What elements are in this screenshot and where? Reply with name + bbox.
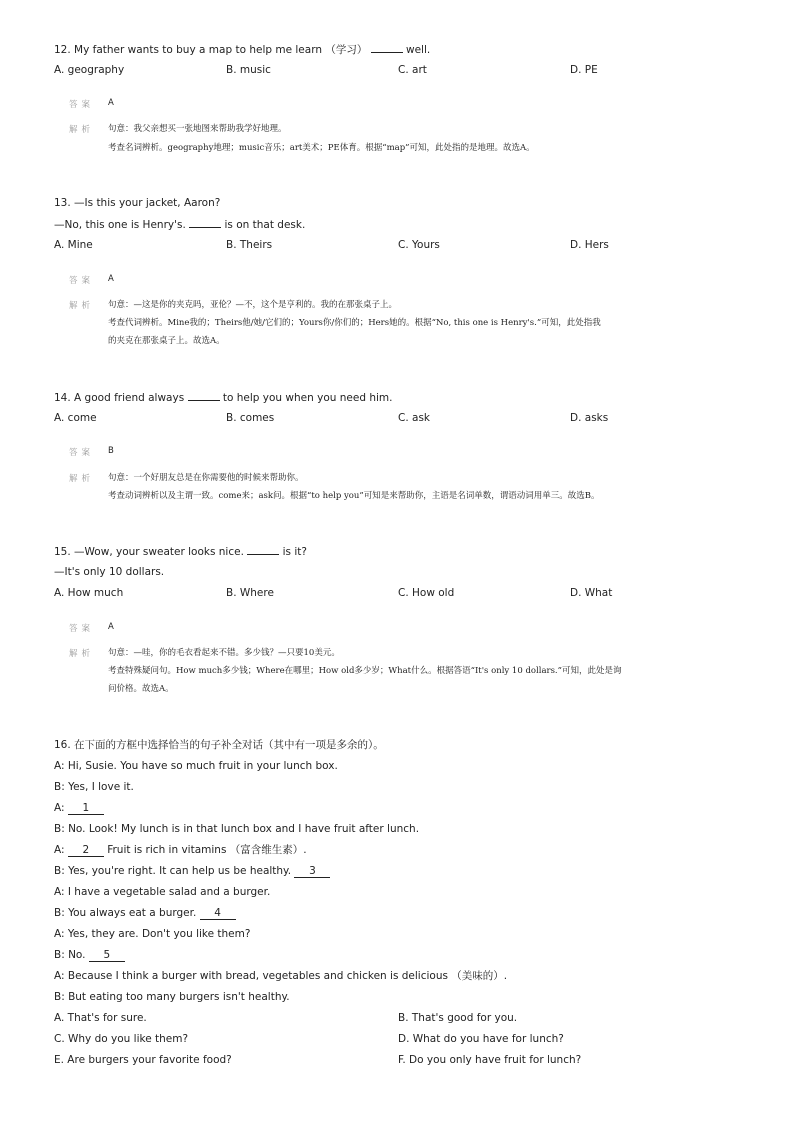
- numbered-blank: 4: [200, 907, 236, 920]
- answer-label: 答案: [69, 624, 95, 634]
- analysis-label: 解析: [69, 649, 95, 659]
- dialogue-line: [54, 801, 104, 815]
- question-12-stem: [54, 42, 430, 57]
- option-d: D. Hers: [570, 239, 609, 251]
- analysis-line: 考查动词辨析以及主谓一致。come来；ask问。根据“to help you”可知是来帮助你，主语是名词单数，谓语动词用单三。故选B。: [108, 491, 600, 501]
- stem-text: is it?: [279, 546, 307, 558]
- option-a: A. come: [54, 412, 97, 424]
- dialogue-line: A: I have a vegetable salad and a burger.: [54, 886, 271, 898]
- dialogue-text: B: No.: [54, 949, 89, 961]
- analysis-label: 解析: [69, 301, 95, 311]
- option-b: B. That's good for you.: [398, 1012, 518, 1024]
- dialogue-text: A:: [54, 802, 68, 814]
- dialogue-line: B: Yes, I love it.: [54, 781, 134, 793]
- analysis-line: 句意：—这是你的夹克吗，亚伦？—不，这个是亨利的。我的在那张桌子上。: [108, 300, 398, 310]
- stem-text: to help you when you need him.: [219, 392, 393, 404]
- option-e: E. Are burgers your favorite food?: [54, 1054, 232, 1066]
- numbered-blank: 3: [294, 865, 330, 878]
- dialogue-line: [54, 906, 236, 920]
- analysis-line: 句意：一个好朋友总是在你需要他的时候来帮助你。: [108, 473, 304, 483]
- answer-value: A: [108, 622, 114, 632]
- answer-value: A: [108, 274, 114, 284]
- answer-blank: [247, 544, 279, 555]
- option-a: A. How much: [54, 587, 124, 599]
- analysis-line: 句意：—哇，你的毛衣看起来不错。多少钱？—只要10美元。: [108, 648, 340, 658]
- dialogue-text: Fruit is rich in vitamins （富含维生素）.: [103, 844, 307, 856]
- dialogue-line: [54, 948, 125, 962]
- numbered-blank: 5: [89, 949, 125, 962]
- option-c: C. art: [398, 64, 427, 76]
- option-b: B. Where: [226, 587, 274, 599]
- stem-text: —No, this one is Henry's.: [54, 219, 190, 231]
- option-f: F. Do you only have fruit for lunch?: [398, 1054, 582, 1066]
- option-a: A. geography: [54, 64, 125, 76]
- answer-label: 答案: [69, 448, 95, 458]
- option-c: C. How old: [398, 587, 455, 599]
- answer-blank: [371, 42, 403, 53]
- stem-text: 15. —Wow, your sweater looks nice.: [54, 546, 248, 558]
- analysis-line: 句意：我父亲想买一张地图来帮助我学好地理。: [108, 124, 287, 134]
- question-15-stem: [54, 544, 307, 559]
- option-b: B. Theirs: [226, 239, 273, 251]
- answer-value: B: [108, 446, 114, 456]
- analysis-line: 问价格。故选A。: [108, 684, 174, 694]
- dialogue-line: B: No. Look! My lunch is in that lunch box and I have fruit after lunch.: [54, 823, 420, 835]
- dialogue-line: [54, 864, 330, 878]
- option-b: B. comes: [226, 412, 275, 424]
- numbered-blank: 1: [68, 802, 104, 815]
- answer-blank: [188, 390, 220, 401]
- analysis-line: 的夹克在那张桌子上。故选A。: [108, 336, 225, 346]
- question-15-line2: —It's only 10 dollars.: [54, 566, 165, 578]
- option-c: C. ask: [398, 412, 430, 424]
- analysis-line: 考查特殊疑问句。How much多少钱；Where在哪里；How old多少岁；What什么。根据答语“It's only 10 dollars.”可知，此处是询: [108, 666, 622, 676]
- option-b: B. music: [226, 64, 271, 76]
- stem-text: 12. My father wants to buy a map to help me learn （学习）: [54, 44, 371, 56]
- answer-label: 答案: [69, 100, 95, 110]
- analysis-line: 考查代词辨析。Mine我的；Theirs他/她/它们的；Yours你/你们的；Hers她的。根据“No, this one is Henry's.”可知，此处指我: [108, 318, 601, 328]
- dialogue-line: A: Hi, Susie. You have so much fruit in your lunch box.: [54, 760, 338, 772]
- option-c: C. Yours: [398, 239, 440, 251]
- dialogue-line: A: Because I think a burger with bread, vegetables and chicken is delicious （美味的）.: [54, 970, 508, 982]
- option-c: C. Why do you like them?: [54, 1033, 189, 1045]
- dialogue-line: [54, 843, 307, 857]
- option-a: A. Mine: [54, 239, 93, 251]
- dialogue-text: B: You always eat a burger.: [54, 907, 200, 919]
- analysis-label: 解析: [69, 125, 95, 135]
- question-14-stem: [54, 390, 392, 405]
- answer-label: 答案: [69, 276, 95, 286]
- option-d: D. PE: [570, 64, 598, 76]
- question-13-line1: 13. —Is this your jacket, Aaron?: [54, 197, 221, 209]
- dialogue-text: A:: [54, 844, 68, 856]
- answer-value: A: [108, 98, 114, 108]
- question-16-title: 16. 在下面的方框中选择恰当的句子补全对话（其中有一项是多余的）。: [54, 739, 384, 751]
- option-a: A. That's for sure.: [54, 1012, 147, 1024]
- analysis-line: 考查名词辨析。geography地理；music音乐；art美术；PE体育。根据“map”可知，此处指的是地理。故选A。: [108, 143, 535, 153]
- stem-text: 14. A good friend always: [54, 392, 188, 404]
- dialogue-line: A: Yes, they are. Don't you like them?: [54, 928, 251, 940]
- option-d: D. asks: [570, 412, 609, 424]
- option-d: D. What do you have for lunch?: [398, 1033, 564, 1045]
- answer-blank: [189, 217, 221, 228]
- question-13-stem: [54, 217, 305, 232]
- analysis-label: 解析: [69, 474, 95, 484]
- numbered-blank: 2: [68, 844, 104, 857]
- stem-text: is on that desk.: [221, 219, 306, 231]
- stem-text: well.: [402, 44, 431, 56]
- dialogue-text: B: Yes, you're right. It can help us be healthy.: [54, 865, 295, 877]
- dialogue-line: B: But eating too many burgers isn't healthy.: [54, 991, 290, 1003]
- option-d: D. What: [570, 587, 613, 599]
